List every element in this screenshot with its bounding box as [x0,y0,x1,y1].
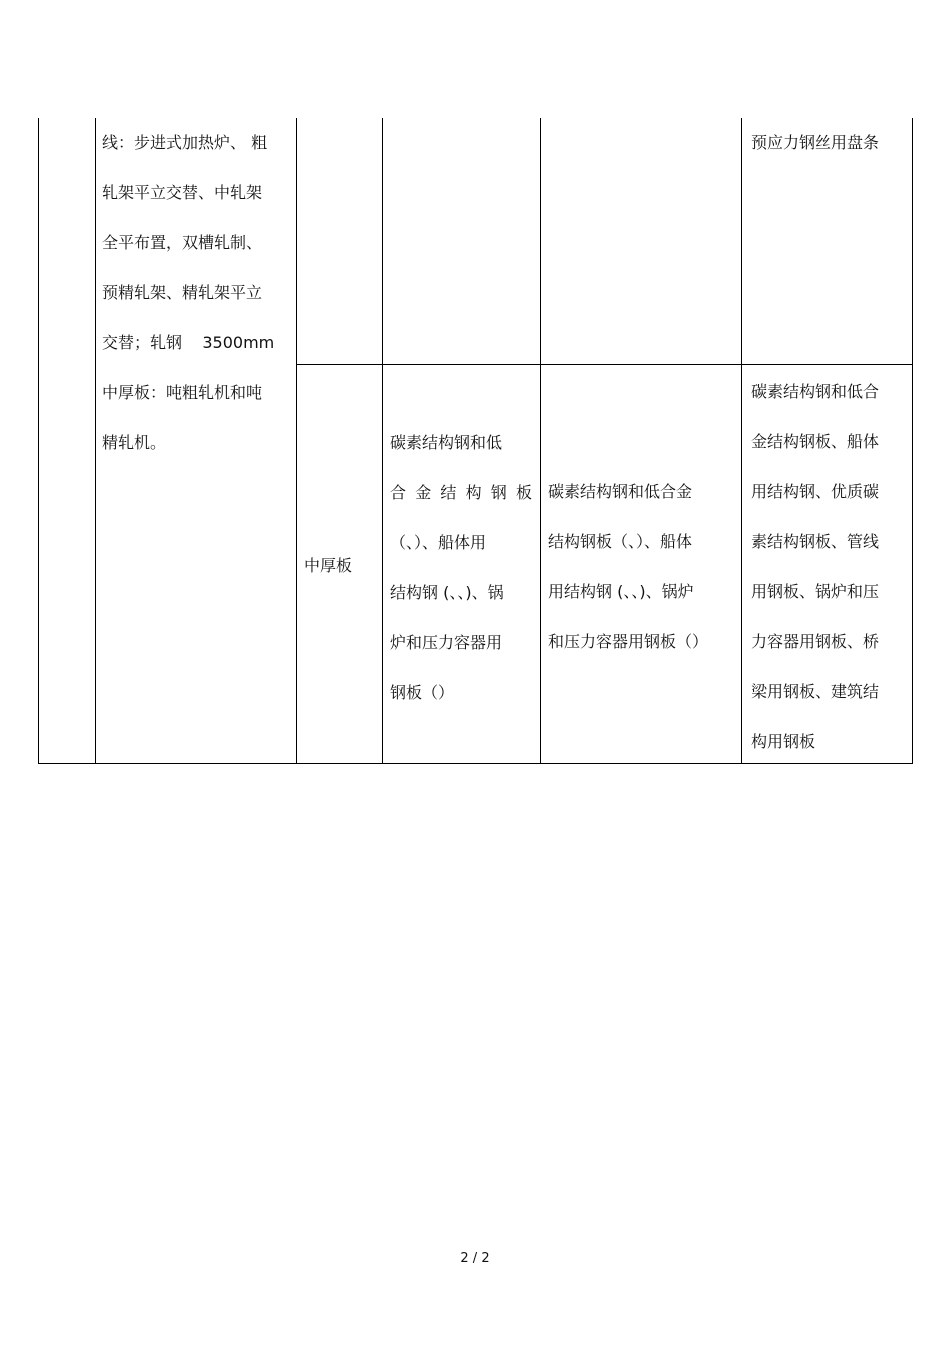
products-line: 碳素结构钢和低合 [751,382,880,401]
products-line: 梁用钢板、建筑结 [751,682,880,701]
process-line: 线：步进式加热炉、 粗 [102,133,268,152]
row2-grade-cell [548,467,736,667]
table-divider-5 [741,118,742,764]
grade-line: 和压力容器用钢板（） [548,632,709,651]
process-line: 精轧机。 [102,433,167,452]
table-divider-3 [382,118,383,764]
products-line: 金结构钢板、船体 [751,432,880,451]
process-line: 预精轧架、精轧架平立 [102,283,263,302]
products-line: 力容器用钢板、桥 [751,632,880,651]
standard-line: （、）、船体用 [390,533,487,552]
products-line: 用钢板、锅炉和压 [751,582,880,601]
table-divider-2 [296,118,297,764]
standard-line: 钢板（） [390,683,455,702]
products-line: 用结构钢、优质碳 [751,482,880,501]
row2-type-cell [304,541,378,591]
table-border-right [912,118,913,764]
grade-line: 结构钢板（、）、船体 [548,532,693,551]
grade-line: 用结构钢 (、、)、锅炉 [548,582,694,601]
process-line: 中厚板：吨粗轧机和吨 [102,383,263,402]
table-divider-4 [540,118,541,764]
page-number: 2 / 2 [460,1251,490,1266]
standard-line: 炉和压力容器用 [390,633,503,652]
row2-standard-cell [390,418,532,718]
standard-line: 碳素结构钢和低 [390,433,503,452]
table-border-left [38,118,39,764]
row1-products-text: 预应力钢丝用盘条 [751,133,880,152]
row2-products-cell [751,367,906,767]
row2-type-text: 中厚板 [304,556,353,575]
products-line: 构用钢板 [751,732,816,751]
row1-products-cell [751,118,906,168]
process-line: 全平布置，双槽轧制、 [102,233,263,252]
row-separator [296,364,913,365]
process-line: 轧架平立交替、中轧架 [102,183,263,202]
grade-line: 碳素结构钢和低合金 [548,482,693,501]
products-line: 素结构钢板、管线 [751,532,880,551]
process-description-cell [102,118,288,468]
table-divider-1 [95,118,96,764]
process-line: 交替；轧钢 3500mm [102,333,275,352]
standard-line: 结构钢 (、、)、锅 [390,583,504,602]
standard-line: 合 金 结 构 钢 板 [390,483,532,502]
